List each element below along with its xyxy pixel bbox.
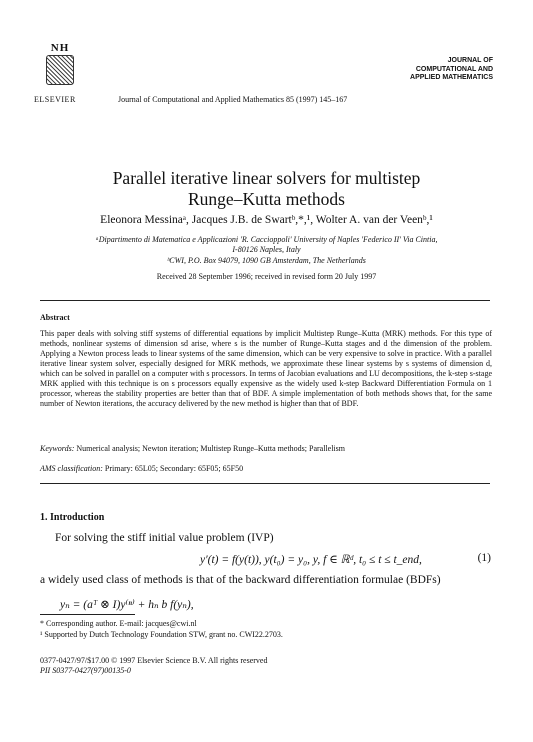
- footnote: * Corresponding author. E-mail: jacques@cwi.nl: [40, 619, 197, 628]
- divider: [40, 483, 490, 484]
- ams-classification: [40, 464, 492, 473]
- title-line: Parallel iterative linear solvers for multistep: [112, 168, 421, 188]
- footnote: ¹ Supported by Dutch Technology Foundation STW, grant no. CWI22.2703.: [40, 630, 283, 639]
- copyright: [40, 656, 267, 676]
- author-list: Eleonora Messinaᵃ, Jacques J.B. de Swartᵇ,*,¹, Wolter A. van der Veenᵇ,¹: [100, 214, 433, 226]
- keywords: [40, 444, 492, 453]
- keywords-text: Numerical analysis; Newton iteration; Multistep Runge–Kutta methods; Parallelism: [76, 444, 345, 453]
- title-line: Runge–Kutta methods: [188, 189, 345, 209]
- equation: yₙ = (aᵀ ⊗ I)y⁽ⁿ⁾ + hₙ b f(yₙ),: [60, 599, 194, 611]
- pii-line: PII S0377-0427(97)00135-0: [40, 666, 131, 675]
- elsevier-tree-icon: [46, 55, 74, 85]
- journal-brand-line: COMPUTATIONAL AND: [415, 65, 493, 73]
- ams-text: Primary: 65L05; Secondary: 65F05; 65F50: [104, 464, 244, 473]
- abstract-text: This paper deals with solving stiff systems of differential equations by implicit Multistep Runge–Kutta (MRK) methods. For this type of methods, nonlinear systems of dimension sd arise, where s is the number of Runge–Kutta stages and d the dimension of the problem. Applying a Newton process leads to linear systems of the same dimension, which can be very expensive to solve in practice. With a parallel iterative linear system solver, especially designed for MRK methods, we approximate these linear systems by s systems of dimension d, which can be solved in parallel on a computer with s processors. In terms of Jacobian evaluations and LU decompositions, the k-step s-stage MRK applied with this technique is on s processors equally expensive as the widely used k-step Backward Differentiation Formula on 1 processor, whereas the stability properties are better than that of BDF. A simple implementation of both methods shows that, for the same number of Newton iterations, the accuracy delivered by the new method is higher than that of BDF.: [40, 329, 492, 408]
- section-heading: 1. Introduction: [40, 512, 105, 523]
- equation-number: (1): [477, 552, 491, 564]
- journal-brand-line: APPLIED MATHEMATICS: [410, 74, 493, 81]
- article-title: [0, 168, 533, 210]
- keywords-label: Keywords:: [40, 444, 75, 453]
- journal-brand: [373, 57, 493, 83]
- affiliation-a: ᵃDipartimento di Matematica e Applicazioni 'R. Caccioppoli' University of Naples 'Federico II' Via Cintia,: [95, 235, 438, 244]
- abstract-heading: Abstract: [40, 313, 70, 322]
- footnote-rule: [40, 614, 135, 615]
- divider: [40, 300, 490, 301]
- affiliation-b: ᵇCWI, P.O. Box 94079, 1090 GB Amsterdam, The Netherlands: [167, 256, 366, 265]
- received-dates: Received 28 September 1996; received in revised form 20 July 1997: [156, 272, 377, 281]
- copyright-line: 0377-0427/97/$17.00 © 1997 Elsevier Science B.V. All rights reserved: [40, 656, 268, 665]
- ams-label: AMS classification:: [40, 464, 103, 473]
- journal-brand-line: JOURNAL OF: [447, 57, 493, 64]
- publisher-logo: [42, 42, 78, 90]
- publisher-name: ELSEVIER: [34, 95, 76, 104]
- affiliation-a-cont: I-80126 Naples, Italy: [232, 245, 301, 254]
- publisher-mark: NH: [50, 42, 70, 54]
- paragraph: a widely used class of methods is that of the backward differentiation formulae (BDFs): [40, 574, 441, 586]
- equation: y′(t) = f(y(t)), y(t₀) = y₀, y, f ∈ ℝᵈ, t₀ ≤ t ≤ t_end,: [200, 554, 422, 566]
- paragraph: For solving the stiff initial value problem (IVP): [55, 532, 274, 544]
- journal-citation: Journal of Computational and Applied Mathematics 85 (1997) 145–167: [118, 95, 348, 104]
